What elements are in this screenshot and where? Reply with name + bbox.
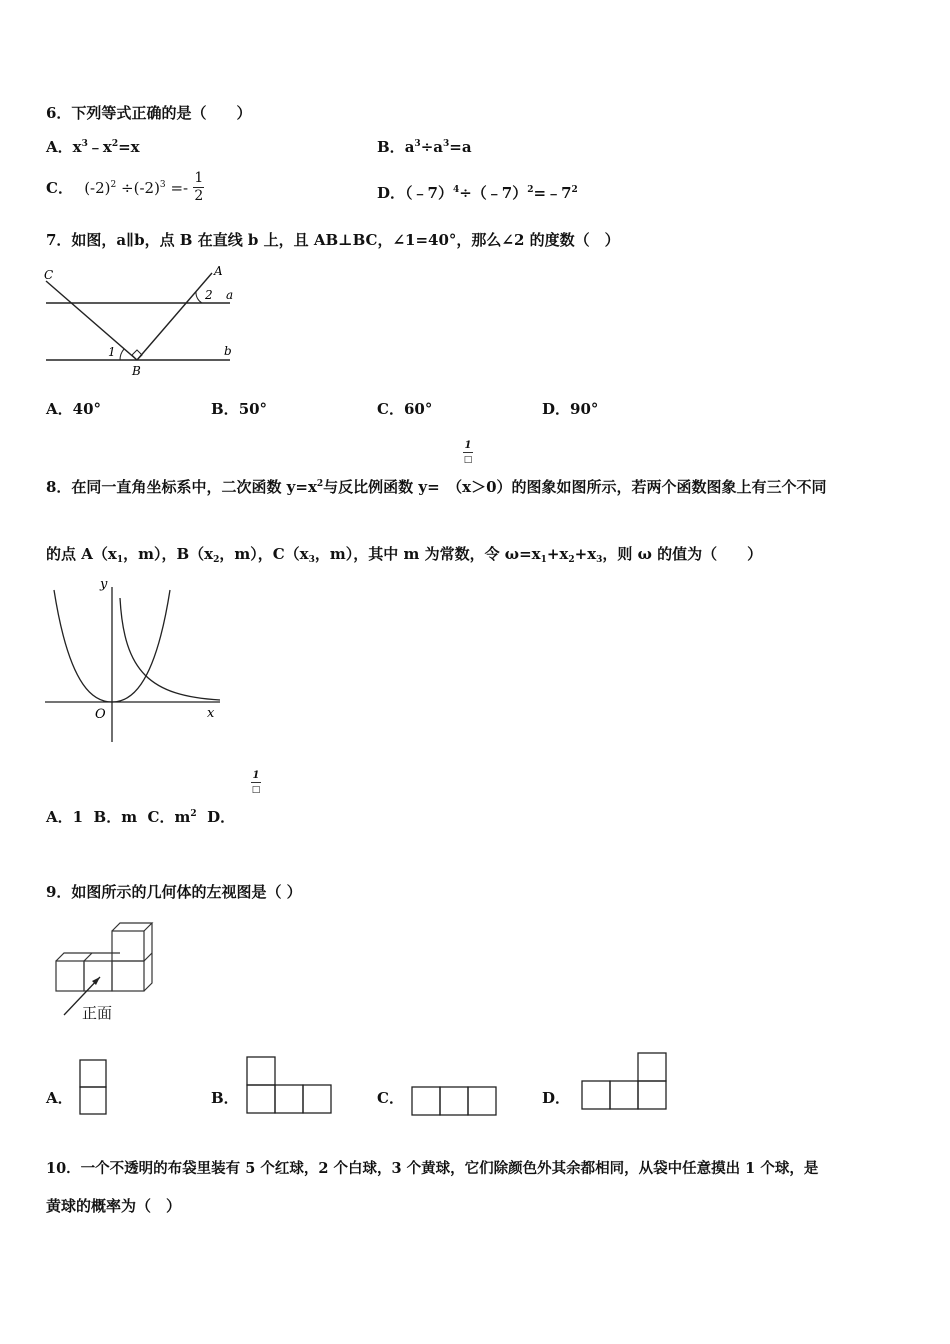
q9-option-c-figure: [411, 1086, 501, 1118]
q9-option-a-figure: [79, 1059, 109, 1119]
label-angle2: 2: [205, 288, 213, 302]
label-y: y: [100, 577, 108, 592]
angle2-arc: [196, 292, 202, 303]
q9-stem: 9．如图所示的几何体的左视图是（ ）: [46, 883, 302, 901]
label-b-point: B: [132, 364, 141, 378]
q10-stem-line1: 10．一个不透明的布袋里装有 5 个红球，2 个白球，3 个黄球，它们除颜色外其余都相同，从袋中任意摸出 1 个球，是: [46, 1160, 819, 1177]
q6-stem: 6．下列等式正确的是（ ）: [46, 104, 252, 122]
q8-options: [46, 806, 235, 827]
q10-stem-line2: 黄球的概率为（ ）: [46, 1197, 182, 1215]
q8-option-d: D．: [207, 808, 236, 826]
q7-stem: 7．如图，a∥b，点 B 在直线 b 上，且 AB⊥BC，∠1=40°，那么∠2 的度数（ ）: [46, 231, 620, 249]
angle1-arc: [120, 349, 124, 360]
label-c: C: [44, 268, 54, 282]
q8-inline-fraction: 1 □: [463, 440, 473, 465]
q7-option-b: B．50°: [211, 400, 268, 418]
q8-stem-line2: 的点 $A(x_1$，m），$B(x_2$，m），$C(x_3$，m），其中 m 为常数，令 $\omega=x_1+x_2+x_3$，则 ω 的值为（ ）: [46, 545, 763, 565]
q7-option-d: D．90°: [542, 400, 599, 418]
label-x: x: [207, 706, 215, 721]
segment-ab: [137, 273, 212, 360]
q8-graph: [40, 572, 230, 747]
q6-option-c-label: C．: [46, 179, 73, 197]
hyperbola-curve: [120, 598, 220, 700]
q8-option-d-fraction: 1 □: [251, 770, 261, 795]
q8-option-b: B．m: [93, 808, 138, 826]
q9-option-b-figure: [246, 1056, 336, 1116]
q9-option-c-label: C．: [377, 1089, 404, 1107]
q7-figure: [40, 262, 240, 380]
segment-cb: [46, 281, 137, 360]
q6-option-d: D．$(﹣7)^4\div(﹣7)^2=﹣7^2$: [377, 184, 578, 202]
q6-option-a: A．$x^3﹣x^2=x$: [46, 138, 140, 156]
label-origin: O: [95, 707, 106, 722]
q6-option-c: C． $(-2)^2 \div(-2)^3$ =- $\frac{1}{2}$: [46, 170, 204, 204]
q8-option-c: C．$m^2$: [147, 808, 197, 826]
q9-option-d-figure: [581, 1052, 671, 1112]
q7-option-a: A．40°: [46, 400, 102, 418]
label-angle1: 1: [108, 345, 116, 359]
q9-option-d-label: D．: [542, 1089, 571, 1107]
q6-option-a-label: A．: [46, 138, 73, 156]
label-line-b: b: [224, 344, 232, 358]
q7-option-c: C．60°: [377, 400, 433, 418]
q6-option-b-label: B．: [377, 138, 405, 156]
label-line-a: a: [226, 288, 234, 302]
q6-option-b: B．$a^3\div a^3=a$: [377, 138, 472, 156]
q9-option-a-label: A．: [46, 1089, 73, 1107]
q9-option-b-label: B．: [211, 1089, 239, 1107]
q8-stem-line1: 8．在同一直角坐标系中，二次函数 $y=x^2$与反比例函数 y= （x＞0）的图象如图所示，若两个函数图象上有三个不同: [46, 478, 827, 496]
label-a-point: A: [214, 264, 223, 278]
q6-option-c-fraction: $\frac{1}{2}$: [194, 170, 204, 204]
q6-option-d-label: D．: [377, 184, 406, 202]
front-view-label: 正面: [82, 1004, 113, 1022]
q8-option-a: A．1: [46, 808, 84, 826]
